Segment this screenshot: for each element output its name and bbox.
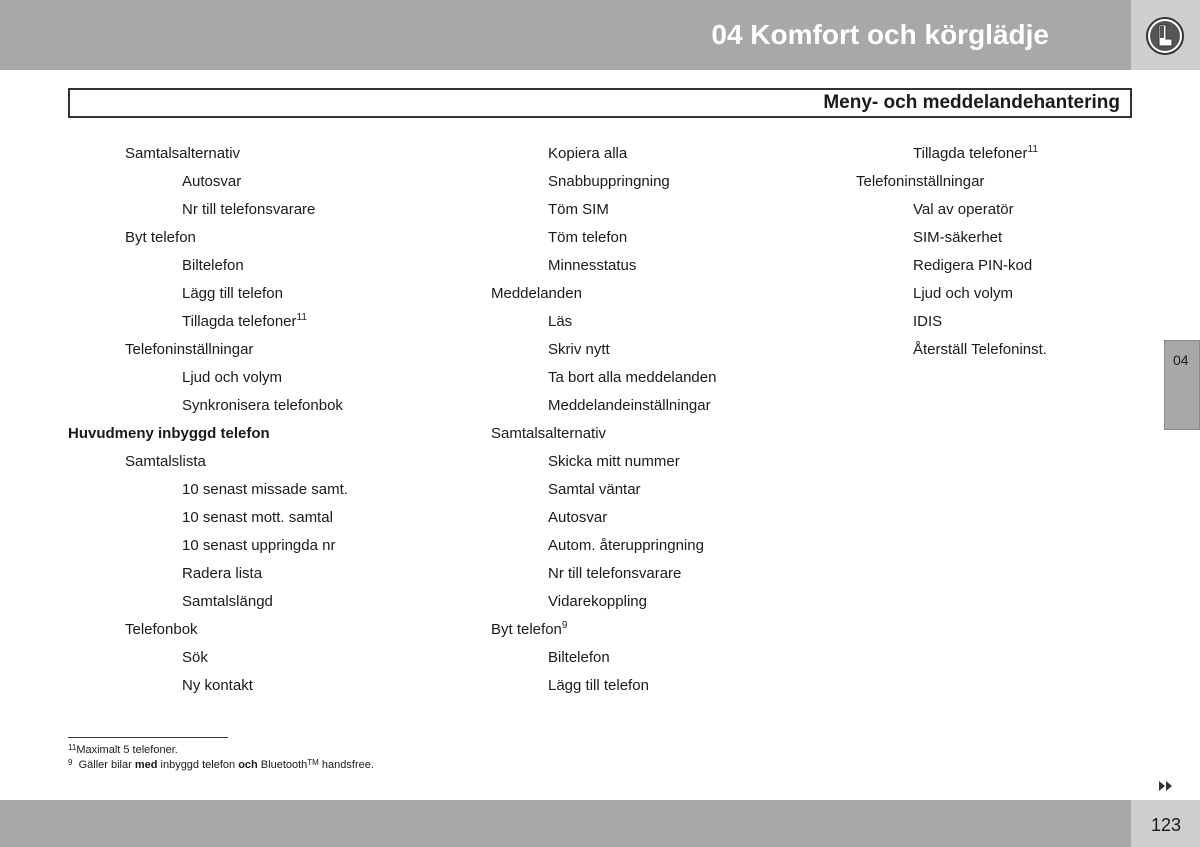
menu-item: Biltelefon xyxy=(548,649,610,666)
menu-item: Byt telefon$^9$ xyxy=(491,620,568,638)
footnote-11: $^{11}$Maximalt 5 telefoner. xyxy=(68,743,178,756)
menu-item: 10 senast missade samt. xyxy=(182,481,348,498)
menu-item: Ta bort alla meddelanden xyxy=(548,369,717,386)
side-tab-label: 04 xyxy=(1173,352,1189,368)
footnote-divider xyxy=(68,737,228,738)
double-arrow-right-icon[interactable] xyxy=(1159,780,1173,792)
chapter-title: 04 Komfort och körglädje xyxy=(711,19,1049,50)
menu-item: Återställ Telefoninst. xyxy=(913,341,1047,358)
menu-item: Ljud och volym xyxy=(913,285,1014,302)
menu-item: Telefoninställningar xyxy=(125,341,254,358)
menu-item: Samtal väntar xyxy=(548,481,641,498)
menu-item: IDIS xyxy=(913,313,943,330)
seat-icon xyxy=(1145,16,1185,56)
menu-item: Autosvar xyxy=(182,173,242,190)
section-header-box xyxy=(68,88,1132,118)
menu-item: Töm telefon xyxy=(548,229,628,246)
menu-item: Meddelandeinställningar xyxy=(548,397,711,414)
menu-item: Samtalsalternativ xyxy=(491,425,607,442)
menu-item: Huvudmeny inbyggd telefon xyxy=(68,425,270,442)
menu-item: Töm SIM xyxy=(548,201,609,218)
menu-item: Ljud och volym xyxy=(182,369,283,386)
menu-item: Radera lista xyxy=(182,565,263,582)
menu-item: Ny kontakt xyxy=(182,677,253,694)
section-title: Meny- och meddelandehantering xyxy=(823,92,1120,113)
chapter-side-tab[interactable] xyxy=(1164,340,1200,430)
menu-item: Samtalslista xyxy=(125,453,206,470)
menu-item: Lägg till telefon xyxy=(548,677,649,694)
menu-item: Sök xyxy=(182,649,208,666)
menu-item: Vidarekoppling xyxy=(548,593,647,610)
menu-item: SIM-säkerhet xyxy=(913,229,1003,246)
menu-item: Lägg till telefon xyxy=(182,285,283,302)
menu-item: Autosvar xyxy=(548,509,608,526)
menu-item: Snabbuppringning xyxy=(548,173,670,190)
menu-item: Samtalsalternativ xyxy=(125,145,241,162)
menu-item: Minnesstatus xyxy=(548,257,637,274)
menu-item: Byt telefon xyxy=(125,229,196,246)
menu-item: Tillagda telefoner$^{11}$ xyxy=(182,312,307,330)
menu-item: Val av operatör xyxy=(913,201,1014,218)
menu-item: Kopiera alla xyxy=(548,145,628,162)
menu-item: Skriv nytt xyxy=(548,341,610,358)
menu-item: Skicka mitt nummer xyxy=(548,453,680,470)
header-bar xyxy=(0,0,1131,70)
menu-item: Telefoninställningar xyxy=(856,173,985,190)
page-number: 123 xyxy=(1151,815,1182,835)
footnote-9: $^9$ Gäller bilar med inbyggd telefon och Bluetooth™ handsfree. xyxy=(68,758,374,771)
menu-item: 10 senast uppringda nr xyxy=(182,537,336,554)
menu-item: Nr till telefonsvarare xyxy=(182,201,316,218)
menu-item: Synkronisera telefonbok xyxy=(182,397,343,414)
menu-item: Redigera PIN-kod xyxy=(913,257,1033,274)
menu-item: Tillagda telefoner$^{11}$ xyxy=(913,144,1038,162)
menu-item: Läs xyxy=(548,313,573,330)
menu-item: Meddelanden xyxy=(491,285,582,302)
menu-item: Samtalslängd xyxy=(182,593,273,610)
menu-item: 10 senast mott. samtal xyxy=(182,509,333,526)
footer-bar xyxy=(0,800,1131,847)
menu-item: Telefonbok xyxy=(125,621,198,638)
menu-item: Nr till telefonsvarare xyxy=(548,565,682,582)
menu-item: Autom. återuppringning xyxy=(548,537,704,554)
menu-item: Biltelefon xyxy=(182,257,244,274)
